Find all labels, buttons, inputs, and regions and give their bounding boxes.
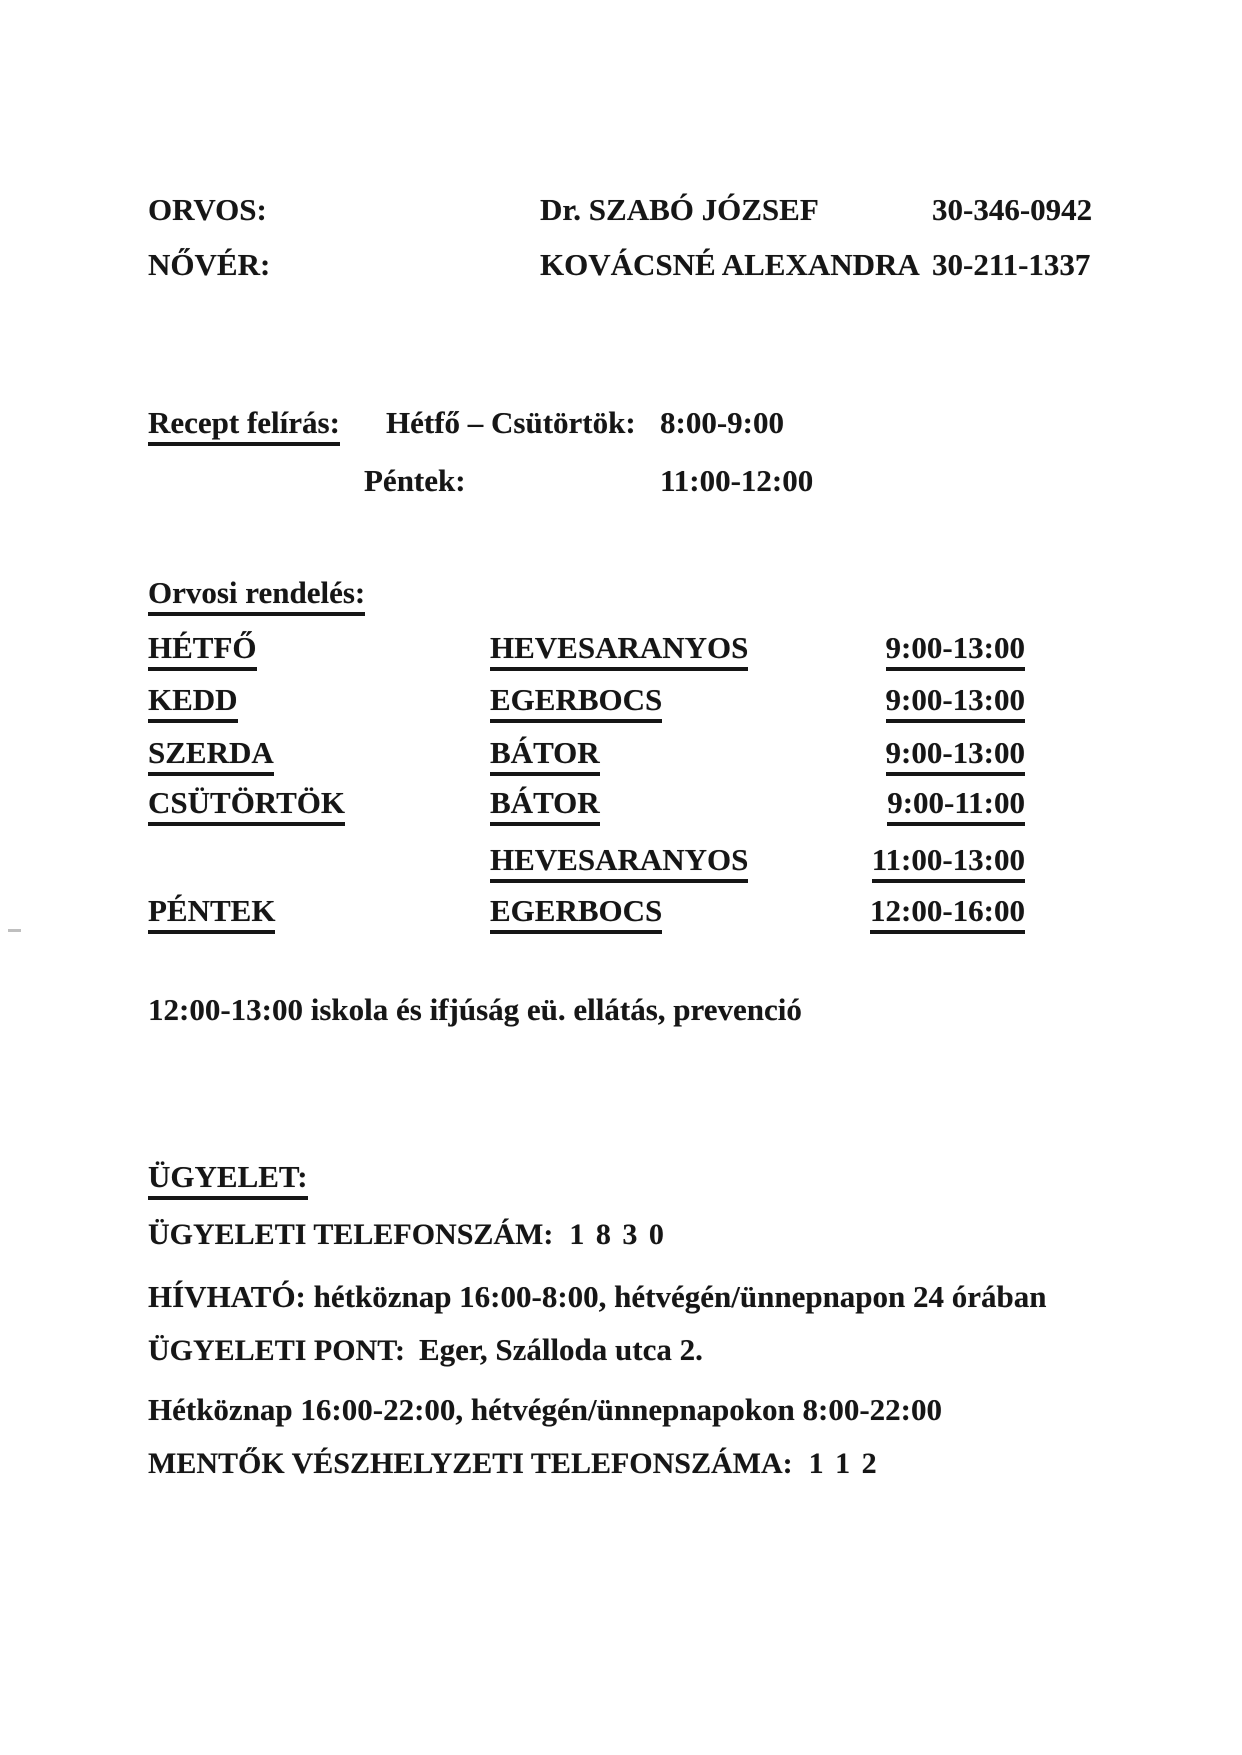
oncall-point-hours: Hétköznap 16:00-22:00, hétvégén/ünnepnapokon 8:00-22:00 [148,1392,942,1427]
surgery-location: HEVESARANYOS [490,632,748,671]
oncall-point-label: ÜGYELETI PONT: [148,1334,405,1367]
oncall-heading: ÜGYELET: [148,1161,308,1200]
oncall-phone-number: 1 8 3 0 [569,1218,666,1251]
school-note: 12:00-13:00 iskola és ifjúság eü. ellátás, prevenció [148,992,802,1027]
nurse-label: NŐVÉR: [148,247,271,282]
oncall-point-value: Eger, Szálloda utca 2. [418,1332,703,1367]
oncall-phone-line [148,1220,666,1250]
ambulance-number: 1 1 2 [808,1447,879,1480]
surgery-time: 9:00-13:00 [886,632,1025,671]
surgery-day: HÉTFŐ [148,632,257,671]
surgery-location: BÁTOR [490,787,600,826]
nurse-name: KOVÁCSNÉ ALEXANDRA [540,247,920,282]
oncall-point-line [148,1334,703,1366]
doctor-name: Dr. SZABÓ JÓZSEF [540,192,819,227]
prescription-time-2: 11:00-12:00 [660,463,814,498]
doctor-phone: 30-346-0942 [932,192,1093,227]
surgery-day: CSÜTÖRTÖK [148,787,345,826]
surgery-day: PÉNTEK [148,895,275,934]
surgery-day: SZERDA [148,737,274,776]
prescription-days-1: Hétfő – Csütörtök: [386,405,636,440]
surgery-location: BÁTOR [490,737,600,776]
prescription-heading: Recept felírás: [148,407,340,446]
surgery-time: 9:00-13:00 [886,737,1025,776]
surgery-location: EGERBOCS [490,895,662,934]
surgery-time: 9:00-13:00 [886,684,1025,723]
surgery-heading: Orvosi rendelés: [148,577,365,616]
oncall-phone-label: ÜGYELETI TELEFONSZÁM: [148,1218,554,1251]
oncall-availability: HÍVHATÓ: hétköznap 16:00-8:00, hétvégén/ünnepnapon 24 órában [148,1279,1047,1314]
prescription-days-2: Péntek: [364,463,466,498]
nurse-phone: 30-211-1337 [932,247,1091,282]
surgery-time: 9:00-11:00 [887,787,1025,826]
surgery-time: 12:00-16:00 [870,895,1025,934]
surgery-location: HEVESARANYOS [490,844,748,883]
surgery-time: 11:00-13:00 [872,844,1025,883]
scan-artifact-mark [8,929,21,932]
surgery-location: EGERBOCS [490,684,662,723]
surgery-day: KEDD [148,684,238,723]
ambulance-line [148,1449,879,1479]
doctor-label: ORVOS: [148,192,267,227]
ambulance-label: MENTŐK VÉSZHELYZETI TELEFONSZÁMA: [148,1447,793,1480]
prescription-time-1: 8:00-9:00 [660,405,784,440]
